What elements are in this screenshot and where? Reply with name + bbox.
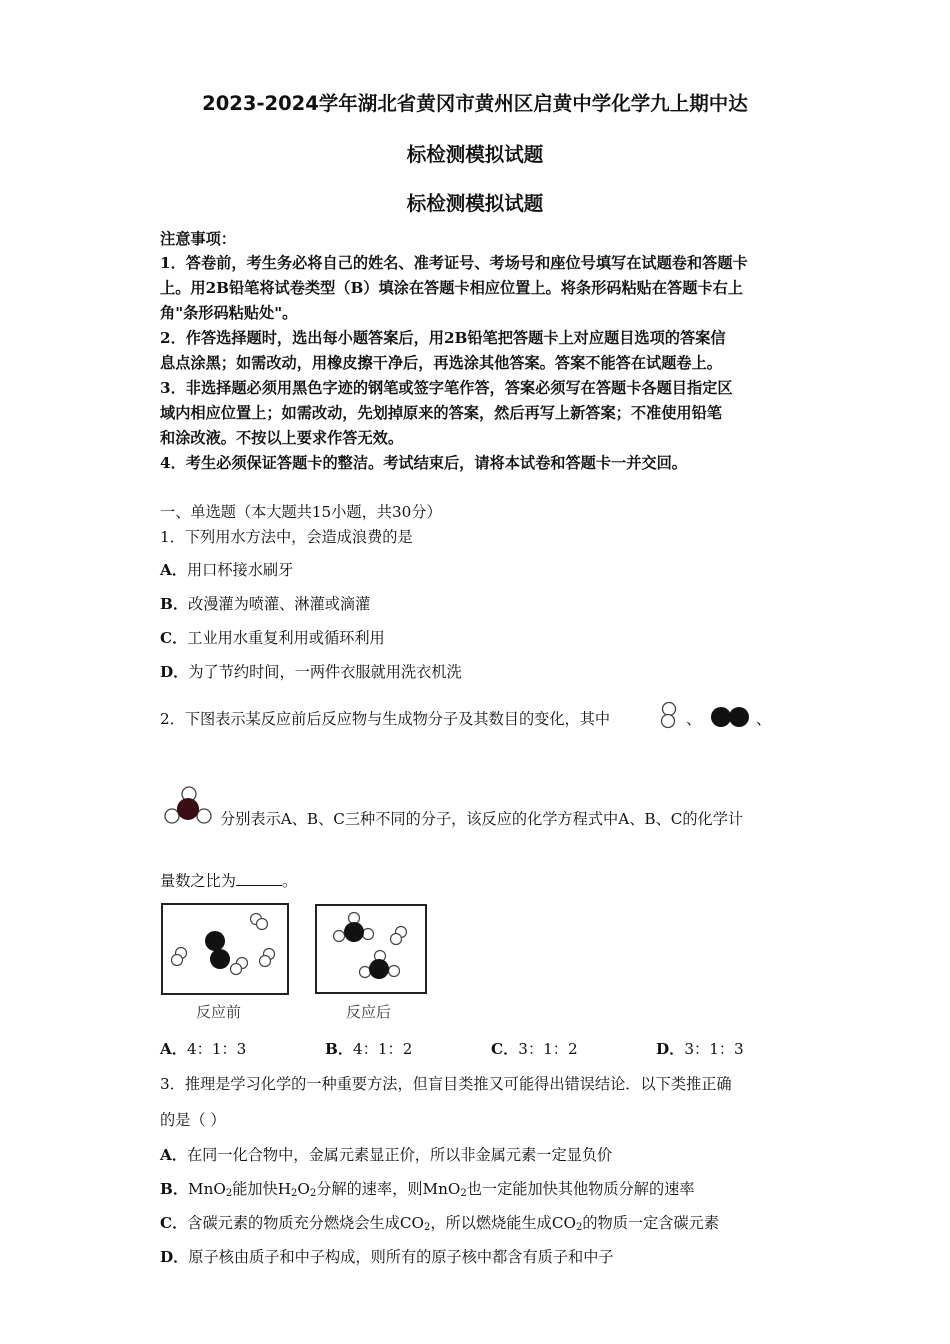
reaction-after-box [315,904,427,994]
option-label: D． [656,1040,685,1058]
q1-option-b [160,593,370,614]
option-text: 4：1：3 [186,1040,247,1058]
molecule-c-icon [164,786,214,826]
page-title-line1: 2023-2024学年湖北省黄冈市黄州区启黄中学化学九上期中达 [202,92,748,115]
subscript: 2 [309,1188,317,1199]
option-text: 分解的速率，则MnO [316,1180,461,1198]
q3-stem-line2: 的是（ ） [160,1111,226,1129]
option-label: A． [160,1146,187,1164]
notice-line: 2．作答选择题时，选出每小题答案后，用2B铅笔把答题卡上对应题目选项的答案信 [160,329,726,347]
option-text: MnO [188,1180,226,1198]
option-text: 能加快H [232,1180,292,1198]
q2-option-c [491,1038,578,1059]
reaction-after-molecules [317,906,425,992]
option-text: 3：1：2 [518,1040,578,1058]
notice-line: 1．答卷前，考生务必将自己的姓名、准考证号、考场号和座位号填写在试题卷和答题卡 [160,254,748,272]
reaction-before-box [161,903,289,995]
subscript: 2 [460,1188,467,1199]
option-text: O [297,1180,310,1198]
option-text: 3：1：3 [684,1040,744,1058]
notice-line: 域内相应位置上；如需改动，先划掉原来的答案，然后再写上新答案；不准使用铅笔 [160,404,722,422]
q2-option-a [160,1038,246,1059]
option-text: ，所以燃烧能生成CO [430,1214,576,1232]
q2-option-b [325,1038,412,1059]
page-title-line2: 标检测模拟试题 [406,143,544,166]
option-text: 在同一化合物中，金属元素显正价，所以非金属元素一定显负价 [186,1146,613,1164]
option-text: 4：1：2 [353,1040,413,1058]
q3-stem-line1: 3．推理是学习化学的一种重要方法，但盲目类推又可能得出错误结论．以下类推正确 [160,1075,732,1093]
q2-separator: 、 [756,710,772,728]
caption-before: 反应前 [196,1003,242,1021]
option-text: 工业用水重复利用或循环利用 [187,629,385,647]
q2-stem-text: 量数之比为 [160,872,236,890]
molecule-a-icon [656,700,682,732]
q2-stem-part2: 分别表示A、B、C三种不同的分子，该反应的化学方程式中A、B、C的化学计 [220,810,744,828]
subscript: 2 [225,1188,233,1199]
notice-line: 上。用2B铅笔将试卷类型（B）填涂在答题卡相应位置上。将条形码粘贴在答题卡右上 [160,279,743,297]
option-label: A． [160,561,187,579]
option-text: 为了节约时间，一两件衣服就用洗衣机洗 [188,663,462,681]
q1-option-a [160,559,293,580]
page-title-line3: 标检测模拟试题 [406,192,544,215]
notice-line: 4．考生必须保证答题卡的整洁。考试结束后，请将本试卷和答题卡一并交回。 [160,454,687,472]
notice-line: 角"条形码粘贴处"。 [160,304,298,322]
q2-stem-part3 [160,870,297,891]
answer-blank [236,872,282,886]
option-label: D． [160,663,189,681]
option-label: B． [325,1040,354,1058]
option-text: 也一定能加快其他物质分解的速率 [466,1180,695,1198]
subscript: 2 [423,1222,431,1233]
caption-after: 反应后 [346,1003,392,1021]
subscript: 2 [291,1188,298,1199]
notice-heading: 注意事项： [160,230,236,248]
option-label: C． [160,629,188,647]
q3-option-a [160,1144,612,1165]
notice-line: 3．非选择题必须用黑色字迹的钢笔或签字笔作答，答案必须写在答题卡各题目指定区 [160,379,733,397]
section-heading: 一、单选题（本大题共15小题，共30分） [160,503,442,521]
q3-option-c [160,1212,719,1233]
q1-stem: 1．下列用水方法中，会造成浪费的是 [160,528,413,546]
option-label: A． [160,1040,187,1058]
q1-option-c [160,627,385,648]
q1-option-d [160,661,462,682]
q3-option-d [160,1246,614,1267]
molecule-b-icon [710,704,754,730]
q3-option-b [160,1178,695,1199]
option-label: C． [491,1040,519,1058]
notice-line: 和涂改液。不按以上要求作答无效。 [160,429,403,447]
option-text: 的物质一定含碳元素 [582,1214,719,1232]
option-text: 含碳元素的物质充分燃烧会生成CO [187,1214,424,1232]
option-label: D． [160,1248,189,1266]
q2-separator: 、 [686,710,702,728]
q2-option-d [656,1038,744,1059]
option-label: B． [160,595,189,613]
option-label: B． [160,1180,189,1198]
q2-stem-part1: 2．下图表示某反应前后反应物与生成物分子及其数目的变化，其中 [160,710,611,728]
reaction-before-molecules [163,905,287,993]
notice-line: 息点涂黑；如需改动，用橡皮擦干净后，再选涂其他答案。答案不能答在试题卷上。 [160,354,722,372]
option-text: 原子核由质子和中子构成，则所有的原子核中都含有质子和中子 [188,1248,614,1266]
subscript: 2 [575,1222,583,1233]
option-label: C． [160,1214,188,1232]
q2-stem-end: 。 [281,872,298,890]
option-text: 用口杯接水刷牙 [186,561,294,579]
option-text: 改漫灌为喷灌、淋灌或滴灌 [188,595,371,613]
